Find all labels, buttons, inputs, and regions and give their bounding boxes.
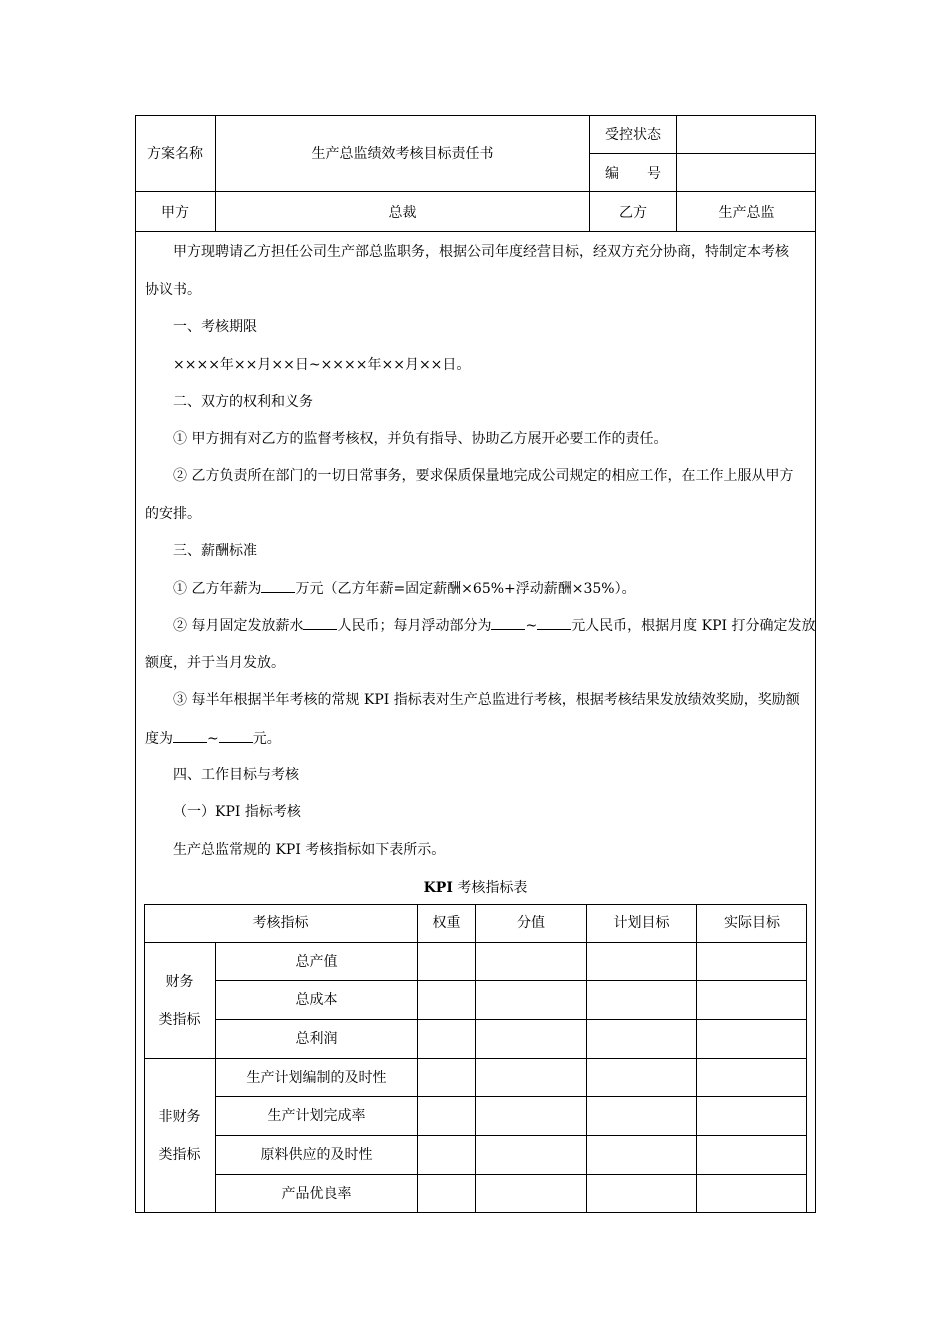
blank-bonus-min[interactable] <box>173 728 207 743</box>
kpi-header-actual-target: 实际目标 <box>724 915 780 931</box>
controlled-status-value <box>677 115 816 153</box>
kpi-group-financial <box>144 943 215 1058</box>
kpi-table-title <box>135 877 816 897</box>
party-b-label: 乙方 <box>619 204 647 221</box>
blank-float-min[interactable] <box>491 615 525 630</box>
blank-fixed-salary[interactable] <box>303 615 337 630</box>
blank-bonus-max[interactable] <box>219 728 253 743</box>
party-b-value: 生产总监 <box>718 204 775 221</box>
section-1-text: ××××年××月××日~××××年××月××日。 <box>173 357 471 373</box>
blank-float-max[interactable] <box>537 615 571 630</box>
kpi-table <box>144 904 807 1213</box>
section-2-item-1: ① 甲方拥有对乙方的监督考核权，并负有指导、协助乙方展开必要工作的责任。 <box>173 431 668 447</box>
section-3-item-1 <box>145 578 810 599</box>
kpi-title-rest: 考核指标表 <box>452 880 528 896</box>
section-2-item-2-line1: ② 乙方负责所在部门的一切日常事务，要求保质保量地完成公司规定的相应工作，在工作上服从甲方 <box>173 468 794 484</box>
kpi-title-bold: KPI <box>423 880 453 896</box>
s3-item1-text-b: 万元（乙方年薪=固定薪酬×65%+浮动薪酬×35%）。 <box>295 581 636 597</box>
kpi-group-non-financial <box>144 1059 215 1213</box>
s3-item3-text-a: 度为 <box>145 731 173 747</box>
kpi-group-financial-line2: 类指标 <box>158 1011 201 1028</box>
kpi-group-financial-line1: 财务 <box>165 973 194 990</box>
kpi-group-non-financial-line1: 非财务 <box>158 1109 201 1125</box>
number-label: 编 号 <box>605 165 661 182</box>
kpi-item-plan-timeliness: 生产计划编制的及时性 <box>246 1069 387 1086</box>
section-3-item-2-line1 <box>145 615 816 636</box>
controlled-status-label: 受控状态 <box>605 127 661 143</box>
kpi-header-plan-target: 计划目标 <box>613 915 670 931</box>
intro-paragraph-line2: 协议书。 <box>145 282 201 298</box>
section-3-item-3-line1: ③ 每半年根据半年考核的常规 KPI 指标表对生产总监进行考核，根据考核结果发放绩效奖励，奖励额 <box>173 692 800 708</box>
s3-item3-text-c: 元。 <box>252 731 281 747</box>
s3-item2-text-a: ② 每月固定发放薪水 <box>173 618 304 634</box>
header-hline-2 <box>135 231 816 232</box>
kpi-item-total-profit: 总利润 <box>295 1031 338 1047</box>
kpi-header-weight: 权重 <box>432 915 461 931</box>
kpi-header-score: 分值 <box>517 915 545 931</box>
plan-name-value: 生产总监绩效考核目标责任书 <box>311 146 494 162</box>
section-4-title: 四、工作目标与考核 <box>173 767 299 783</box>
s3-item2-text-d: 元人民币，根据月度 KPI 打分确定发放 <box>571 618 816 634</box>
s3-item1-text-a: ① 乙方年薪为 <box>173 581 262 597</box>
party-a-value: 总裁 <box>388 204 417 221</box>
section-4-sub-1: （一）KPI 指标考核 <box>173 804 301 820</box>
section-3-title: 三、薪酬标准 <box>173 543 257 559</box>
section-2-item-2-line2: 的安排。 <box>145 506 201 522</box>
blank-annual-salary[interactable] <box>261 578 295 593</box>
number-value <box>677 154 816 191</box>
kpi-group-non-financial-line2: 类指标 <box>158 1147 201 1163</box>
kpi-item-product-quality: 产品优良率 <box>281 1186 352 1202</box>
s3-item2-text-b: 人民币；每月浮动部分为 <box>337 618 492 634</box>
kpi-item-total-output: 总产值 <box>295 953 338 970</box>
party-a-label: 甲方 <box>161 204 189 221</box>
section-4-sub-1-text: 生产总监常规的 KPI 考核指标如下表所示。 <box>173 842 446 858</box>
kpi-item-material-supply: 原料供应的及时性 <box>260 1147 373 1163</box>
kpi-header-indicator: 考核指标 <box>252 915 309 931</box>
kpi-item-plan-completion: 生产计划完成率 <box>267 1108 366 1124</box>
s3-item2-text-c: ~ <box>525 618 538 634</box>
plan-name-label: 方案名称 <box>147 146 203 162</box>
kpi-item-total-cost: 总成本 <box>295 992 338 1008</box>
section-3-item-2-line2: 额度，并于当月发放。 <box>145 655 285 671</box>
s3-item3-text-b: ~ <box>207 731 219 747</box>
intro-paragraph-line1: 甲方现聘请乙方担任公司生产部总监职务，根据公司年度经营目标，经双方充分协商，特制定本考核 <box>173 244 789 260</box>
section-1-title: 一、考核期限 <box>173 319 257 335</box>
section-2-title: 二、双方的权利和义务 <box>173 394 313 410</box>
section-3-item-3-line2 <box>145 728 810 749</box>
